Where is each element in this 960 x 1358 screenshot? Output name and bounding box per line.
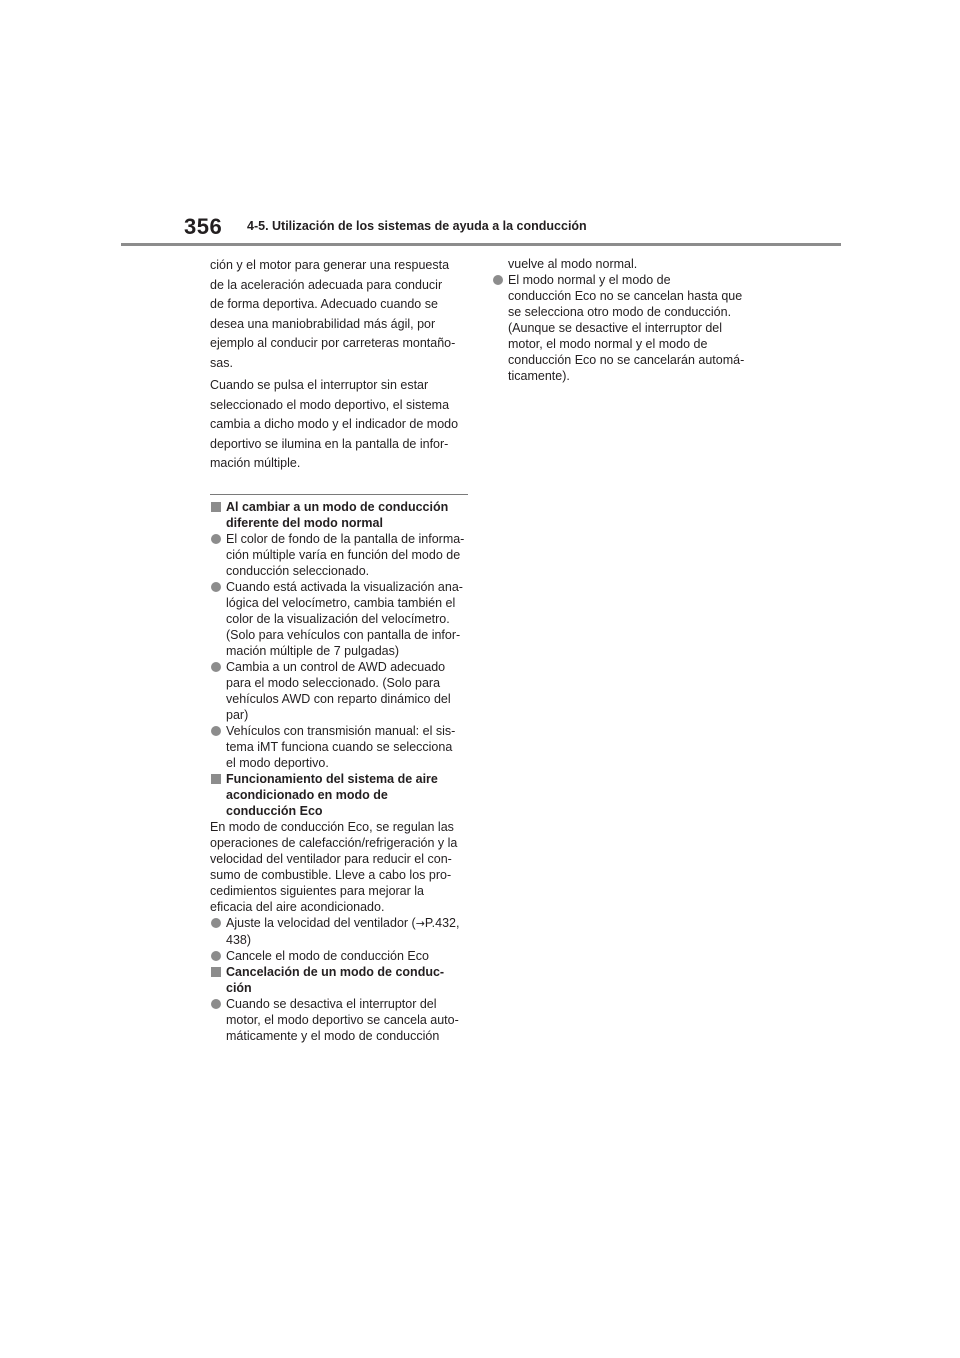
text-line: color de la visualización del velocímetro.: [226, 611, 450, 626]
heading-drive-mode-change: [210, 499, 470, 531]
text-line: seleccionado el modo deportivo, el sistema: [210, 397, 450, 412]
bullet-item: [210, 531, 470, 579]
circle-bullet-icon: [493, 275, 503, 285]
text-line: sumo de combustible. Lleve a cabo los pro-: [210, 867, 452, 882]
text-line: conducción Eco no se cancelan hasta que: [508, 289, 743, 303]
square-bullet-icon: [211, 774, 221, 784]
text-line: para el modo seleccionado. (Solo para: [226, 675, 441, 690]
bullet-item: [210, 915, 470, 948]
heading-line: Cancelación de un modo de conduc-: [226, 964, 445, 979]
text-line: (Solo para vehículos con pantalla de infor-: [226, 627, 461, 642]
text-line: Cambia a un control de AWD adecuado: [226, 659, 446, 674]
circle-bullet-icon: [211, 726, 221, 736]
text-line: ción múltiple varía en función del modo de: [226, 547, 461, 562]
text-line: tema iMT funciona cuando se selecciona: [226, 739, 453, 754]
circle-bullet-icon: [211, 534, 221, 544]
page-reference-link[interactable]: P.432,: [424, 915, 460, 930]
text-line: el modo deportivo.: [226, 755, 329, 770]
text-line: máticamente y el modo de conducción: [226, 1028, 440, 1043]
text-line: Cuando se pulsa el interruptor sin estar: [210, 378, 429, 392]
text-line: mación múltiple.: [210, 456, 301, 470]
text-line: ejemplo al conducir por carreteras montaño-: [210, 336, 456, 350]
page-number: 356: [184, 214, 223, 239]
page-reference-link[interactable]: 438): [226, 932, 252, 947]
text-line: velocidad del ventilador para reducir el con-: [210, 851, 452, 866]
text-line: ticamente).: [508, 369, 570, 383]
text-line: motor, el modo deportivo se cancela auto-: [226, 1012, 459, 1027]
text-line: Cuando está activada la visualización ana-: [226, 579, 463, 594]
bullet-text: Ajuste la velocidad del ventilador (: [226, 915, 416, 930]
text-line: motor, el modo normal y el modo de: [508, 337, 708, 351]
text-line: sas.: [210, 355, 233, 370]
text-line: par): [226, 707, 249, 722]
text-line: operaciones de calefacción/refrigeración y la: [210, 835, 458, 850]
circle-bullet-icon: [211, 999, 221, 1009]
text-line: mación múltiple de 7 pulgadas): [226, 643, 400, 658]
heading-line: Funcionamiento del sistema de aire: [226, 771, 438, 786]
text-line: se selecciona otro modo de conducción.: [508, 305, 732, 319]
bullet-item: [210, 948, 470, 964]
text-line: Cancele el modo de conducción Eco: [226, 948, 429, 963]
section-divider: [210, 494, 468, 495]
circle-bullet-icon: [211, 582, 221, 592]
left-column: [210, 256, 470, 1044]
text-line: [226, 915, 470, 932]
heading-line: conducción Eco: [226, 803, 323, 818]
heading-line: diferente del modo normal: [226, 515, 383, 530]
bullet-item: [210, 579, 470, 659]
text-line: Vehículos con transmisión manual: el sis-: [226, 723, 456, 738]
heading-cancel-drive-mode: [210, 964, 470, 996]
square-bullet-icon: [211, 502, 221, 512]
arrow-right-icon: →: [415, 916, 425, 930]
text-line: de forma deportiva. Adecuado cuando se: [210, 297, 438, 311]
bullet-item: [210, 723, 470, 771]
bullet-item: [492, 272, 754, 384]
text-line: ción y el motor para generar una respuesta: [210, 258, 450, 272]
intro-paragraph-2: [210, 376, 470, 474]
circle-bullet-icon: [211, 662, 221, 672]
text-line: lógica del velocímetro, cambia también el: [226, 595, 456, 610]
text-line: conducción Eco no se cancelarán automá-: [508, 353, 745, 367]
bullet-item: [210, 659, 470, 723]
text-line: deportivo se ilumina en la pantalla de infor-: [210, 436, 449, 451]
text-line: Cuando se desactiva el interruptor del: [226, 996, 437, 1011]
text-line: conducción seleccionado.: [226, 563, 370, 578]
text-line: (Aunque se desactive el interruptor del: [508, 321, 723, 335]
square-bullet-icon: [211, 967, 221, 977]
circle-bullet-icon: [211, 918, 221, 928]
circle-bullet-icon: [211, 951, 221, 961]
continuation-line: vuelve al modo normal.: [508, 257, 638, 271]
header-rule: [121, 243, 841, 246]
heading-line: acondicionado en modo de: [226, 787, 388, 802]
section-title: 4-5. Utilización de los sistemas de ayuda a la conducción: [247, 219, 587, 233]
heading-line: ción: [226, 980, 252, 995]
text-line: cambia a dicho modo y el indicador de modo: [210, 417, 459, 431]
text-line: El color de fondo de la pantalla de informa-: [226, 531, 465, 546]
text-line: En modo de conducción Eco, se regulan las: [210, 819, 454, 834]
right-column: [492, 256, 754, 384]
text-line: eficacia del aire acondicionado.: [210, 899, 385, 914]
heading-eco-air-conditioning: [210, 771, 470, 819]
intro-paragraph: [210, 256, 470, 373]
eco-paragraph: [210, 819, 470, 915]
text-line: desea una maniobrabilidad más ágil, por: [210, 316, 436, 331]
heading-line: Al cambiar a un modo de conducción: [226, 499, 449, 514]
text-line: cedimientos siguientes para mejorar la: [210, 883, 424, 898]
text-line: vehículos AWD con reparto dinámico del: [226, 691, 451, 706]
text-line: El modo normal y el modo de: [508, 273, 671, 287]
text-line: de la aceleración adecuada para conducir: [210, 277, 443, 292]
bullet-item: [210, 996, 470, 1044]
